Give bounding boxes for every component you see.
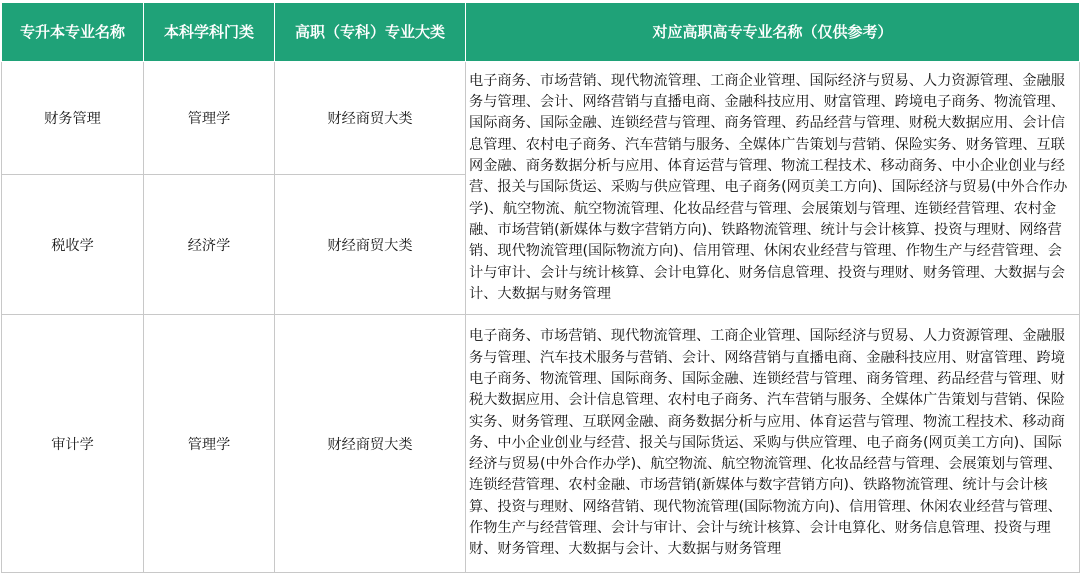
- header-vocational-class: 高职（专科）专业大类: [275, 3, 466, 62]
- vocational-class-cell: 财经商贸大类: [275, 175, 466, 315]
- major-cell: 财务管理: [2, 62, 144, 175]
- header-category: 本科学科门类: [144, 3, 275, 62]
- majors-table: [1, 2, 1080, 573]
- major-cell: 审计学: [2, 315, 144, 573]
- category-cell: 管理学: [144, 62, 275, 175]
- category-cell: 经济学: [144, 175, 275, 315]
- category-cell: 管理学: [144, 315, 275, 573]
- header-row: [2, 3, 1080, 62]
- table-row: [2, 62, 1080, 175]
- vocational-majors-list: 电子商务、市场营销、现代物流管理、工商企业管理、国际经济与贸易、人力资源管理、金融服务与管理、汽车技术服务与营销、会计、网络营销与直播电商、金融科技应用、财富管理、跨境电子商务、物流管理、国际商务、国际金融、连锁经营与管理、商务管理、药品经营与管理、财税大数据应用、会计信息管理、农村电子商务、汽车营销与服务、全媒体广告策划与营销、保险实务、财务管理、互联网金融、商务数据分析与应用、体育运营与管理、物流工程技术、移动商务、中小企业创业与经营、报关与国际货运、采购与供应管理、电子商务(网页美工方向)、国际经济与贸易(中外合作办学)、航空物流、航空物流管理、化妆品经营与管理、会展策划与管理、连锁经营管理、农村金融、市场营销(新媒体与数字营销方向)、铁路物流管理、统计与会计核算、投资与理财、网络营销、现代物流管理(国际物流方向)、信用管理、休闲农业经营与管理、作物生产与经营管理、会计与审计、会计与统计核算、会计电算化、财务信息管理、投资与理财、财务管理、大数据与会计、大数据与财务管理: [466, 315, 1080, 573]
- major-cell: 税收学: [2, 175, 144, 315]
- table-row: [2, 315, 1080, 573]
- vocational-class-cell: 财经商贸大类: [275, 62, 466, 175]
- header-major: 专升本专业名称: [2, 3, 144, 62]
- vocational-class-cell: 财经商贸大类: [275, 315, 466, 573]
- header-vocational-majors: 对应高职高专专业名称（仅供参考）: [466, 3, 1080, 62]
- vocational-majors-list: 电子商务、市场营销、现代物流管理、工商企业管理、国际经济与贸易、人力资源管理、金融服务与管理、会计、网络营销与直播电商、金融科技应用、财富管理、跨境电子商务、物流管理、国际商务、国际金融、连锁经营与管理、商务管理、药品经营与管理、财税大数据应用、会计信息管理、农村电子商务、汽车营销与服务、全媒体广告策划与营销、保险实务、财务管理、互联网金融、商务数据分析与应用、体育运营与管理、物流工程技术、移动商务、中小企业创业与经营、报关与国际货运、采购与供应管理、电子商务(网页美工方向)、国际经济与贸易(中外合作办学)、航空物流、航空物流管理、化妆品经营与管理、会展策划与管理、连锁经营管理、农村金融、市场营销(新媒体与数字营销方向)、铁路物流管理、统计与会计核算、投资与理财、网络营销、现代物流管理(国际物流方向)、信用管理、休闲农业经营与管理、作物生产与经营管理、会计与审计、会计与统计核算、会计电算化、财务信息管理、投资与理财、财务管理、大数据与会计、大数据与财务管理: [466, 62, 1080, 315]
